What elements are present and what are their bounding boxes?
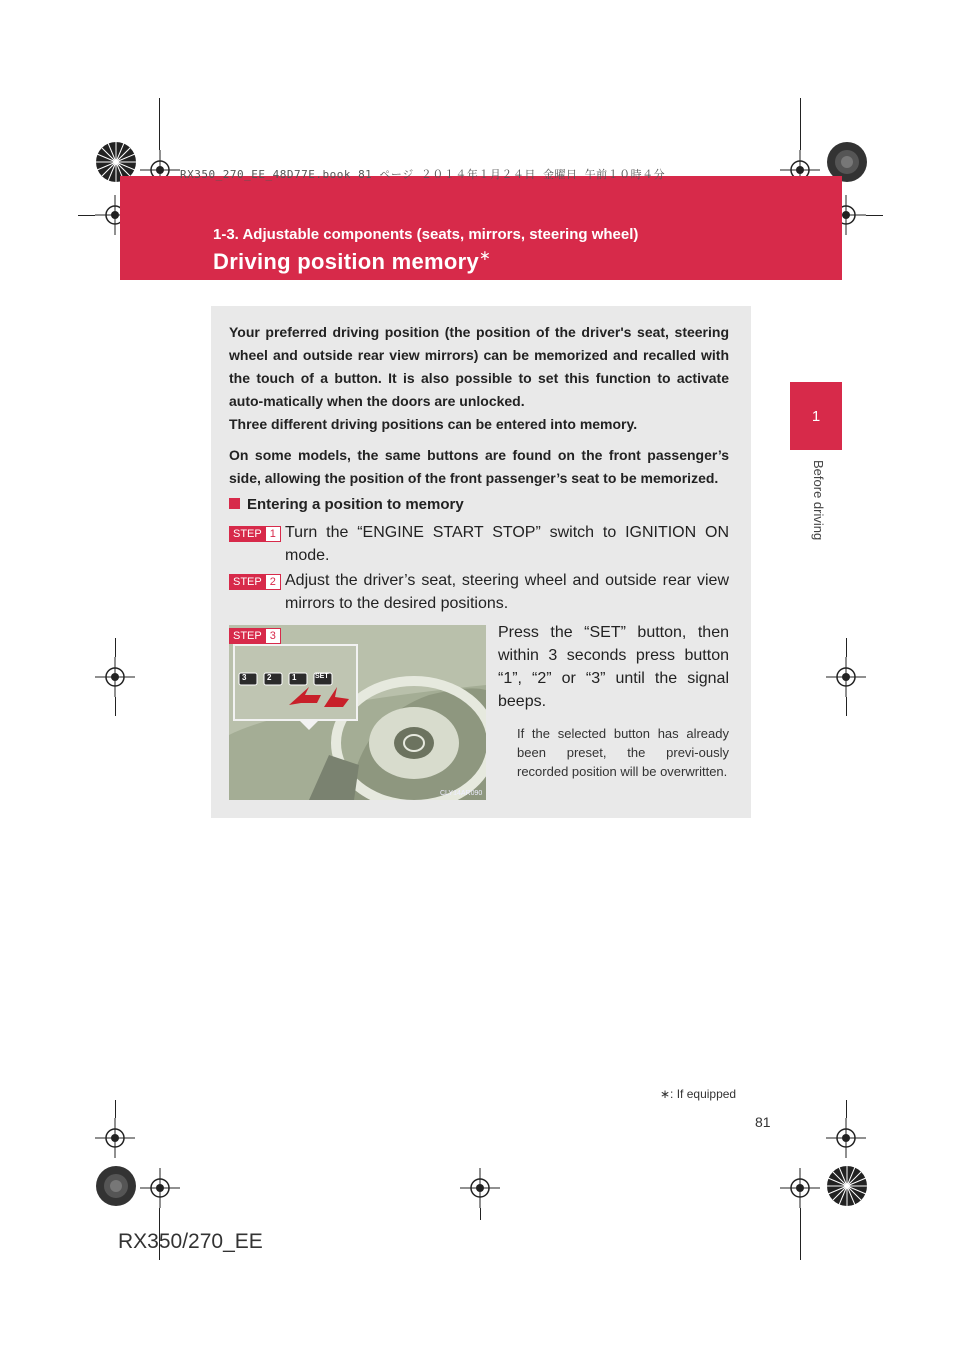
footnote: ∗: If equipped (660, 1087, 737, 1101)
page-title-text: Driving position memory (213, 249, 480, 274)
square-bullet-icon (229, 498, 240, 509)
intro-paragraph: On some models, the same buttons are found on the front passenger’s side, allowing the position of the front passenger’s seat to be memorized. (229, 447, 729, 486)
step-number: 2 (265, 575, 280, 589)
set-button-label: SET (315, 673, 329, 680)
step-note-3: If the selected button has already been preset, the previ-ously recorded position will be overwritten. (517, 726, 729, 779)
crop-line (115, 697, 116, 716)
crosshair-mark (780, 1168, 820, 1208)
step-text-2: Adjust the driver’s seat, steering wheel and outside rear view mirrors to the desired positions. (285, 572, 729, 612)
crosshair-mark (95, 657, 135, 697)
section-title: 1-3. Adjustable components (seats, mirrors, steering wheel) (213, 226, 639, 243)
step-text-3: Press the “SET” button, then within 3 seconds press button “1”, “2” or “3” until the signal beeps. (498, 624, 729, 710)
step-badge-2 (229, 574, 281, 590)
memory-button-3-label: 3 (242, 673, 247, 682)
step-label: STEP (230, 575, 265, 589)
crop-line (800, 98, 801, 150)
subsection-heading-text: Entering a position to memory (247, 496, 464, 513)
step-label: STEP (230, 527, 265, 541)
equipped-mark: ∗ (479, 247, 492, 263)
print-stamp: RX350_270_EE_48D77E.book 81 ページ ２０１４年１月２４日 金曜日 午前１０時４分 (180, 168, 666, 181)
crop-line (78, 215, 95, 216)
registration-mark (95, 1165, 137, 1207)
crop-line (846, 1100, 847, 1118)
crop-line (846, 697, 847, 716)
page-title (213, 249, 491, 275)
crosshair-mark (826, 657, 866, 697)
photo-code: CLY14AR090 (440, 790, 483, 797)
memory-button-2-label: 2 (267, 673, 272, 682)
dashboard-photo (229, 625, 486, 800)
step-number: 3 (265, 629, 280, 643)
step-badge-3 (229, 628, 281, 644)
intro-text (229, 321, 729, 498)
crop-line (115, 1100, 116, 1118)
memory-button-1-label: 1 (292, 673, 297, 682)
registration-mark (826, 1165, 868, 1207)
step-number: 1 (265, 527, 280, 541)
step-text-1: Turn the “ENGINE START STOP” switch to IGNITION ON mode. (285, 524, 729, 564)
intro-paragraph: Your preferred driving position (the position of the driver's seat, steering wheel and outside rear view mirrors) can be memorized and recalled with the touch of a button. It is also possible to set this function to activate auto-matically when the doors are unlocked. (229, 324, 729, 409)
page-number: 81 (755, 1114, 771, 1130)
crosshair-mark (826, 1118, 866, 1158)
crosshair-mark (140, 1168, 180, 1208)
step-badge-1 (229, 526, 281, 542)
crop-line (480, 1208, 481, 1220)
model-name: RX350/270_EE (118, 1230, 263, 1253)
crop-line (846, 638, 847, 657)
subsection-heading (229, 496, 464, 513)
crosshair-mark (460, 1168, 500, 1208)
crop-line (115, 638, 116, 657)
intro-paragraph: Three different driving positions can be entered into memory. (229, 416, 638, 432)
chapter-tab: 1 (790, 382, 842, 450)
crop-line (866, 215, 883, 216)
crosshair-mark (95, 1118, 135, 1158)
crop-line (800, 1208, 801, 1260)
step-label: STEP (230, 629, 265, 643)
crop-line (159, 98, 160, 150)
chapter-label: Before driving (811, 460, 826, 541)
